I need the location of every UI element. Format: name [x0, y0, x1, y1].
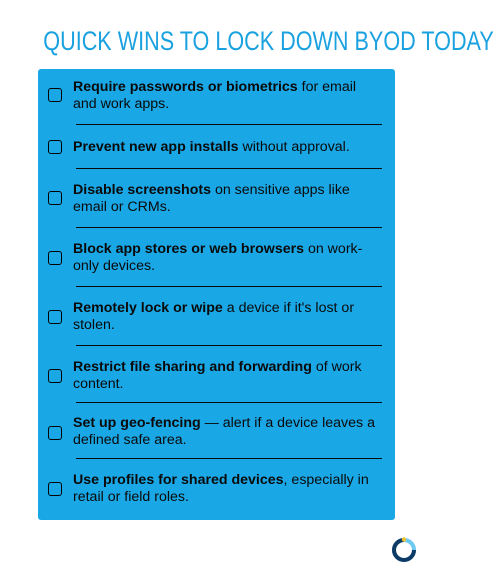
checklist-item-bold: Prevent new app installs: [73, 139, 239, 155]
checkbox-icon[interactable]: [48, 310, 62, 324]
divider: [76, 124, 382, 125]
divider: [76, 168, 382, 169]
checkbox-icon[interactable]: [48, 88, 62, 102]
checklist-item-rest: on work-only devices.: [73, 241, 363, 274]
checklist-item-text: [73, 359, 383, 393]
checklist-item-rest: for email and work apps.: [73, 79, 357, 112]
ring-logo-icon: [391, 537, 417, 563]
checklist-item-text: [73, 139, 383, 156]
checklist-item-text: [73, 472, 383, 506]
checkbox-icon[interactable]: [48, 140, 62, 154]
checklist-item-bold: Require passwords or biometrics: [73, 79, 298, 95]
checklist-item-rest: on sensitive apps like email or CRMs.: [73, 182, 350, 215]
checkbox-icon[interactable]: [48, 369, 62, 383]
checkbox-icon[interactable]: [48, 251, 62, 265]
checklist-item-bold: Set up geo-fencing: [73, 415, 201, 431]
checkbox-icon[interactable]: [48, 426, 62, 440]
divider: [76, 458, 382, 459]
checklist-item-bold: Disable screenshots: [73, 182, 211, 198]
checklist-item-rest: a device if it's lost or stolen.: [73, 300, 355, 333]
checklist-item-bold: Use profiles for shared devices: [73, 472, 284, 488]
checklist-item-rest: , especially in retail or field roles.: [73, 472, 369, 505]
checklist-item-rest: — alert if a device leaves a defined safe area.: [73, 415, 375, 448]
divider: [76, 227, 382, 228]
page-title: QUICK WINS TO LOCK DOWN BYOD TODAY: [43, 26, 494, 56]
checklist-item-text: [73, 415, 383, 449]
checklist-item-bold: Block app stores or web browsers: [73, 241, 305, 257]
checklist-item-rest: without approval.: [238, 139, 350, 155]
divider: [76, 286, 382, 287]
checklist-item-bold: Restrict file sharing and forwarding: [73, 359, 312, 375]
checklist-item-rest: of work content.: [73, 359, 362, 392]
checklist-item-text: [73, 300, 383, 334]
checklist-item-text: [73, 241, 383, 275]
checkbox-icon[interactable]: [48, 191, 62, 205]
checklist-panel: [38, 69, 395, 520]
checklist-item-text: [73, 79, 383, 113]
divider: [76, 345, 382, 346]
checklist-item-text: [73, 182, 383, 216]
checklist-item-bold: Remotely lock or wipe: [73, 300, 223, 316]
checkbox-icon[interactable]: [48, 482, 62, 496]
divider: [76, 402, 382, 403]
